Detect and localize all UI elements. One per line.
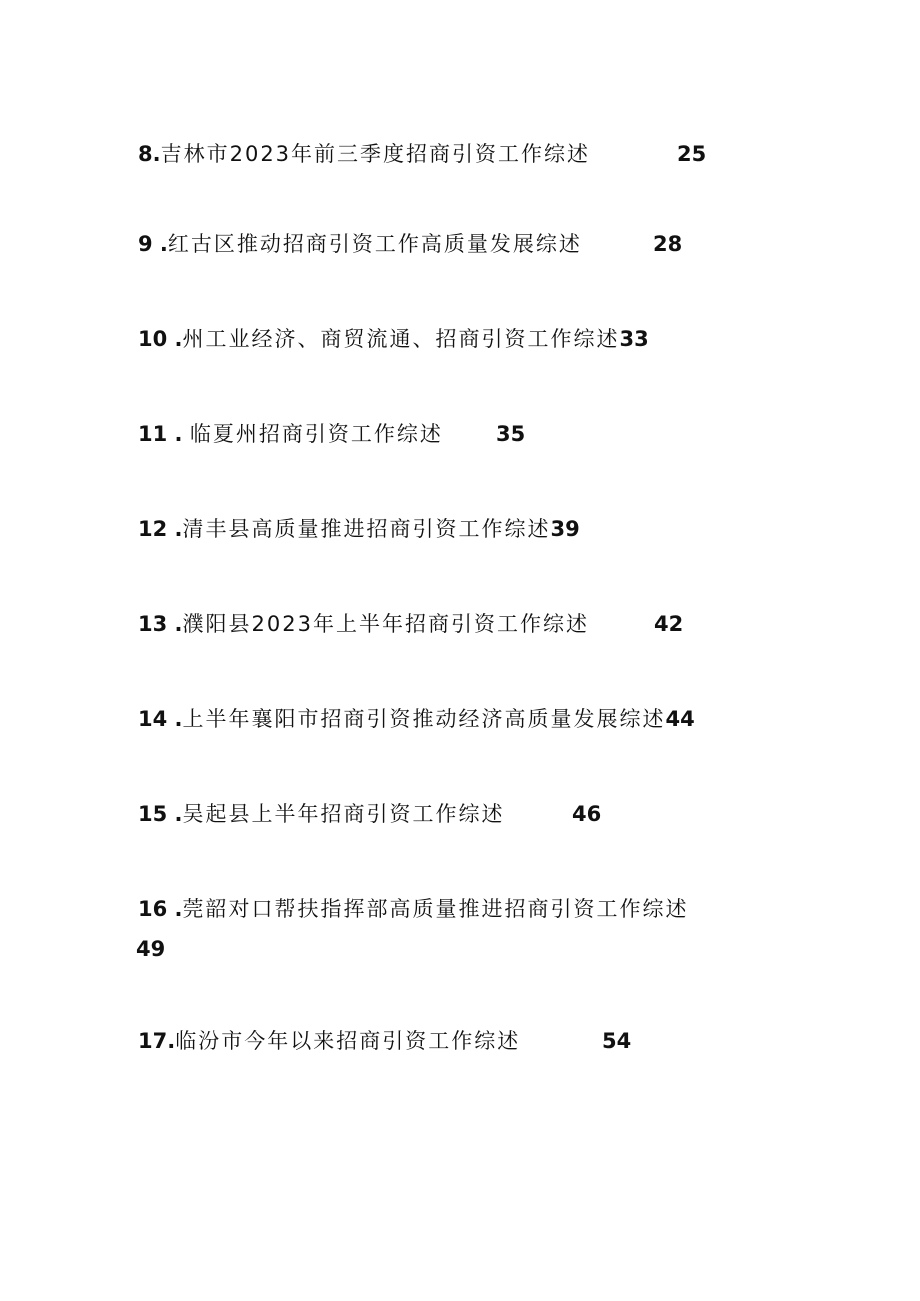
toc-entry-16	[138, 889, 698, 969]
toc-entry-page: 46	[572, 802, 602, 826]
toc-entry-title: 州工业经济、商贸流通、招商引资工作综述	[182, 327, 620, 351]
toc-entry-title: 濮阳县2023年上半年招商引资工作综述	[182, 612, 589, 636]
toc-entry-page: 25	[677, 142, 707, 166]
toc-entry-page: 44	[665, 707, 695, 731]
toc-entry-number: 8.	[138, 142, 161, 166]
toc-entry-page: 28	[653, 232, 683, 256]
toc-entry-title: 莞韶对口帮扶指挥部高质量推进招商引资工作综述	[182, 897, 689, 921]
toc-entry-number: 15 .	[138, 802, 183, 826]
toc-entry-17	[138, 1021, 632, 1061]
toc-entry-title: 吴起县上半年招商引资工作综述	[182, 802, 505, 826]
toc-entry-11	[138, 414, 526, 454]
toc-entry-title: 红古区推动招商引资工作高质量发展综述	[167, 232, 582, 256]
toc-entry-page: 54	[602, 1029, 632, 1053]
toc-entry-number: 14 .	[138, 707, 183, 731]
toc-entry-number: 10 .	[138, 327, 183, 351]
toc-entry-page: 33	[619, 327, 649, 351]
toc-entry-number: 12 .	[138, 517, 183, 541]
toc-entry-page: 39	[550, 517, 580, 541]
toc-entry-page: 35	[496, 422, 526, 446]
toc-entry-number: 9 .	[138, 232, 168, 256]
toc-entry-title: 清丰县高质量推进招商引资工作综述	[182, 517, 551, 541]
toc-entry-12	[138, 509, 580, 549]
toc-entry-page: 49	[136, 937, 166, 961]
toc-entry-number: 17.	[138, 1029, 176, 1053]
toc-entry-number: 16 .	[138, 897, 183, 921]
toc-entry-13	[138, 604, 684, 644]
toc-entry-10	[138, 319, 649, 359]
toc-entry-15	[138, 794, 602, 834]
toc-entry-number: 13 .	[138, 612, 183, 636]
toc-entry-number: 11 .	[138, 422, 190, 446]
toc-entry-title: 上半年襄阳市招商引资推动经济高质量发展综述	[182, 707, 666, 731]
toc-entry-9	[138, 224, 683, 264]
toc-entry-page: 42	[654, 612, 684, 636]
toc-entry-title: 临汾市今年以来招商引资工作综述	[175, 1029, 521, 1053]
toc-entry-8	[138, 134, 707, 174]
toc-entry-title: 吉林市2023年前三季度招商引资工作综述	[160, 142, 591, 166]
toc-entry-title: 临夏州招商引资工作综述	[189, 422, 443, 446]
toc-entry-14	[138, 699, 695, 739]
